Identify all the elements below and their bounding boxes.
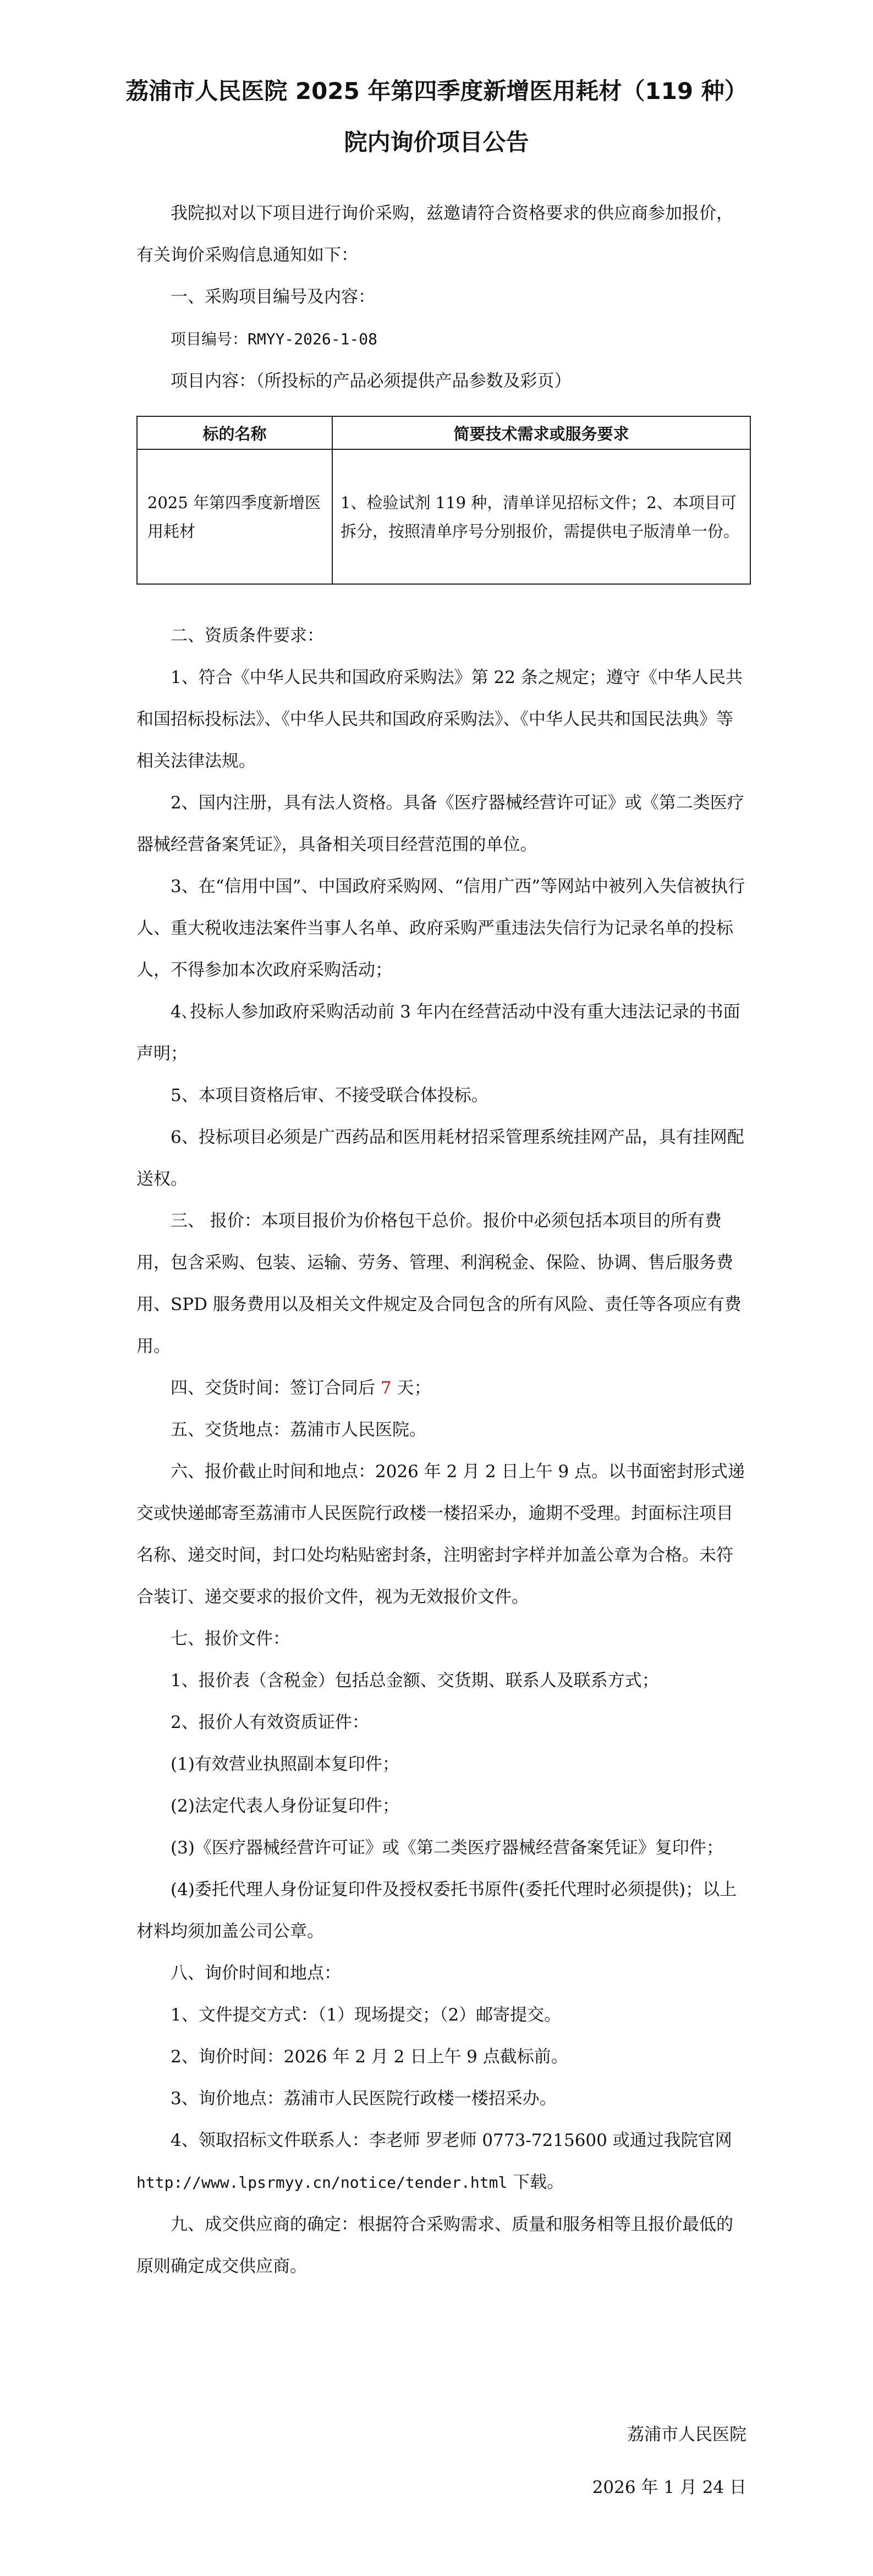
inquiry-item-4-prefix: 4、领取招标文件联系人：李老师 罗老师 0773-7215600 或通过我院官网 — [171, 2131, 732, 2150]
inquiry-item-4 — [136, 2120, 750, 2204]
section-9-supplier: 九、成交供应商的确定：根据符合采购需求、质量和服务相等且报价最低的原则确定成交供应商。 — [136, 2215, 733, 2276]
signature-date: 2026 年 1 月 24 日 — [592, 2478, 746, 2497]
section-8-title: 八、询价时间和地点： — [171, 1963, 341, 1983]
intro-paragraph: 我院拟对以下项目进行询价采购，兹邀请符合资格要求的供应商参加报价，有关询价采购信息通知如下： — [136, 203, 733, 265]
section-4-delivery-time — [136, 1367, 750, 1409]
qualification-item-6: 6、投标项目必须是广西药品和医用耗材招采管理系统挂网产品，具有挂网配送权。 — [136, 1127, 744, 1189]
section-2-title: 二、资质条件要求： — [171, 626, 324, 646]
tender-url-link[interactable]: http://www.lpsrmyy.cn/notice/tender.html — [136, 2173, 508, 2192]
inquiry-item-3: 3、询价地点：荔浦市人民医院行政楼一楼招采办。 — [171, 2089, 557, 2109]
content-top — [136, 192, 750, 402]
qualification-item-3: 3、在“信用中国”、中国政府采购网、“信用广西”等网站中被列入失信被执行人、重大税收违法案件当事人名单、政府采购严重违法失信行为记录名单的投标人，不得参加本次政府采购活动； — [136, 877, 745, 980]
delivery-time-prefix: 四、交货时间：签订合同后 — [171, 1378, 375, 1398]
table-row — [137, 449, 750, 584]
quote-docs-item-2: 2、报价人有效资质证件： — [171, 1713, 369, 1732]
project-number — [136, 318, 750, 360]
table-cell-name: 2025 年第四季度新增医用耗材 — [137, 449, 332, 584]
table-header-name: 标的名称 — [137, 416, 332, 449]
inquiry-item-2: 2、询价时间：2026 年 2 月 2 日上午 9 点截标前。 — [171, 2047, 568, 2067]
qualification-item-2: 2、国内注册，具有法人资格。具备《医疗器械经营许可证》或《第二类医疗器械经营备案凭证》，具备相关项目经营范围的单位。 — [136, 793, 744, 855]
inquiry-item-1: 1、文件提交方式：（1）现场提交；（2）邮寄提交。 — [171, 2005, 562, 2025]
project-number-text: 项目编号：RMYY-2026-1-08 — [171, 330, 378, 348]
page-title-line-1: 荔浦市人民医院 2025 年第四季度新增医用耗材（119 种） — [125, 78, 748, 104]
section-1-title: 一、采购项目编号及内容： — [171, 287, 375, 307]
inquiry-item-4-suffix: 下载。 — [513, 2172, 564, 2192]
section-5-delivery-place: 五、交货地点：荔浦市人民医院。 — [171, 1420, 426, 1440]
section-7-title: 七、报价文件： — [171, 1629, 290, 1649]
qualification-item-5: 5、本项目资格后审、不接受联合体投标。 — [171, 1086, 488, 1105]
table-cell-requirement: 1、检验试剂 119 种，清单详见招标文件；2、本项目可拆分，按照清单序号分别报价，需提供电子版清单一份。 — [332, 449, 750, 584]
quote-docs-sub-3: (3)《医疗器械经营许可证》或《第二类医疗器械经营备案凭证》复印件； — [171, 1838, 723, 1858]
project-content: 项目内容：（所投标的产品必须提供产品参数及彩页） — [171, 371, 572, 391]
section-6-deadline: 六、报价截止时间和地点：2026 年 2 月 2 日上午 9 点。以书面密封形式递交或快递邮寄至荔浦市人民医院行政楼一楼招采办，逾期不受理。封面标注项目名称、递交时间，封口处均粘贴密封条，注明密封字样并加盖公章为合格。未符合装订、递交要求的报价文件，视为无效报价文件。 — [136, 1462, 745, 1607]
quote-docs-sub-1: (1)有效营业执照副本复印件； — [171, 1754, 399, 1774]
table-header-requirement: 简要技术需求或服务要求 — [332, 416, 750, 449]
qualification-item-4: 4､投标人参加政府采购活动前 3 年内在经营活动中没有重大违法记录的书面声明； — [136, 1002, 740, 1064]
section-3-quote: 三、 报价：本项目报价为价格包干总价。报价中必须包括本项目的所有费用，包含采购、包装、运输、劳务、管理、利润税金、保险、协调、售后服务费用、SPD 服务费用以及相关文件规定及合同包含的所有风险、责任等各项应有费用。 — [136, 1211, 742, 1356]
requirements-table — [136, 416, 751, 585]
delivery-time-suffix: 天； — [397, 1378, 431, 1398]
delivery-days: 7 — [380, 1378, 392, 1398]
content-main — [136, 615, 750, 2287]
quote-docs-sub-2: (2)法定代表人身份证复印件； — [171, 1796, 399, 1816]
signature-org: 荔浦市人民医院 — [627, 2425, 746, 2445]
requirements-table-wrap — [136, 416, 750, 585]
table-header-row — [137, 416, 750, 449]
quote-docs-sub-4: (4)委托代理人身份证复印件及授权委托书原件(委托代理时必须提供)；以上材料均须加盖公司公章。 — [136, 1880, 737, 1941]
quote-docs-item-1: 1、报价表（含税金）包括总金额、交货期、联系人及联系方式； — [171, 1671, 659, 1691]
page-title-line-2: 院内询价项目公告 — [344, 129, 529, 156]
qualification-item-1: 1、符合《中华人民共和国政府采购法》第 22 条之规定；遵守《中华人民共和国招标投标法》、《中华人民共和国政府采购法》、《中华人民共和国民法典》等相关法律法规。 — [136, 668, 743, 771]
